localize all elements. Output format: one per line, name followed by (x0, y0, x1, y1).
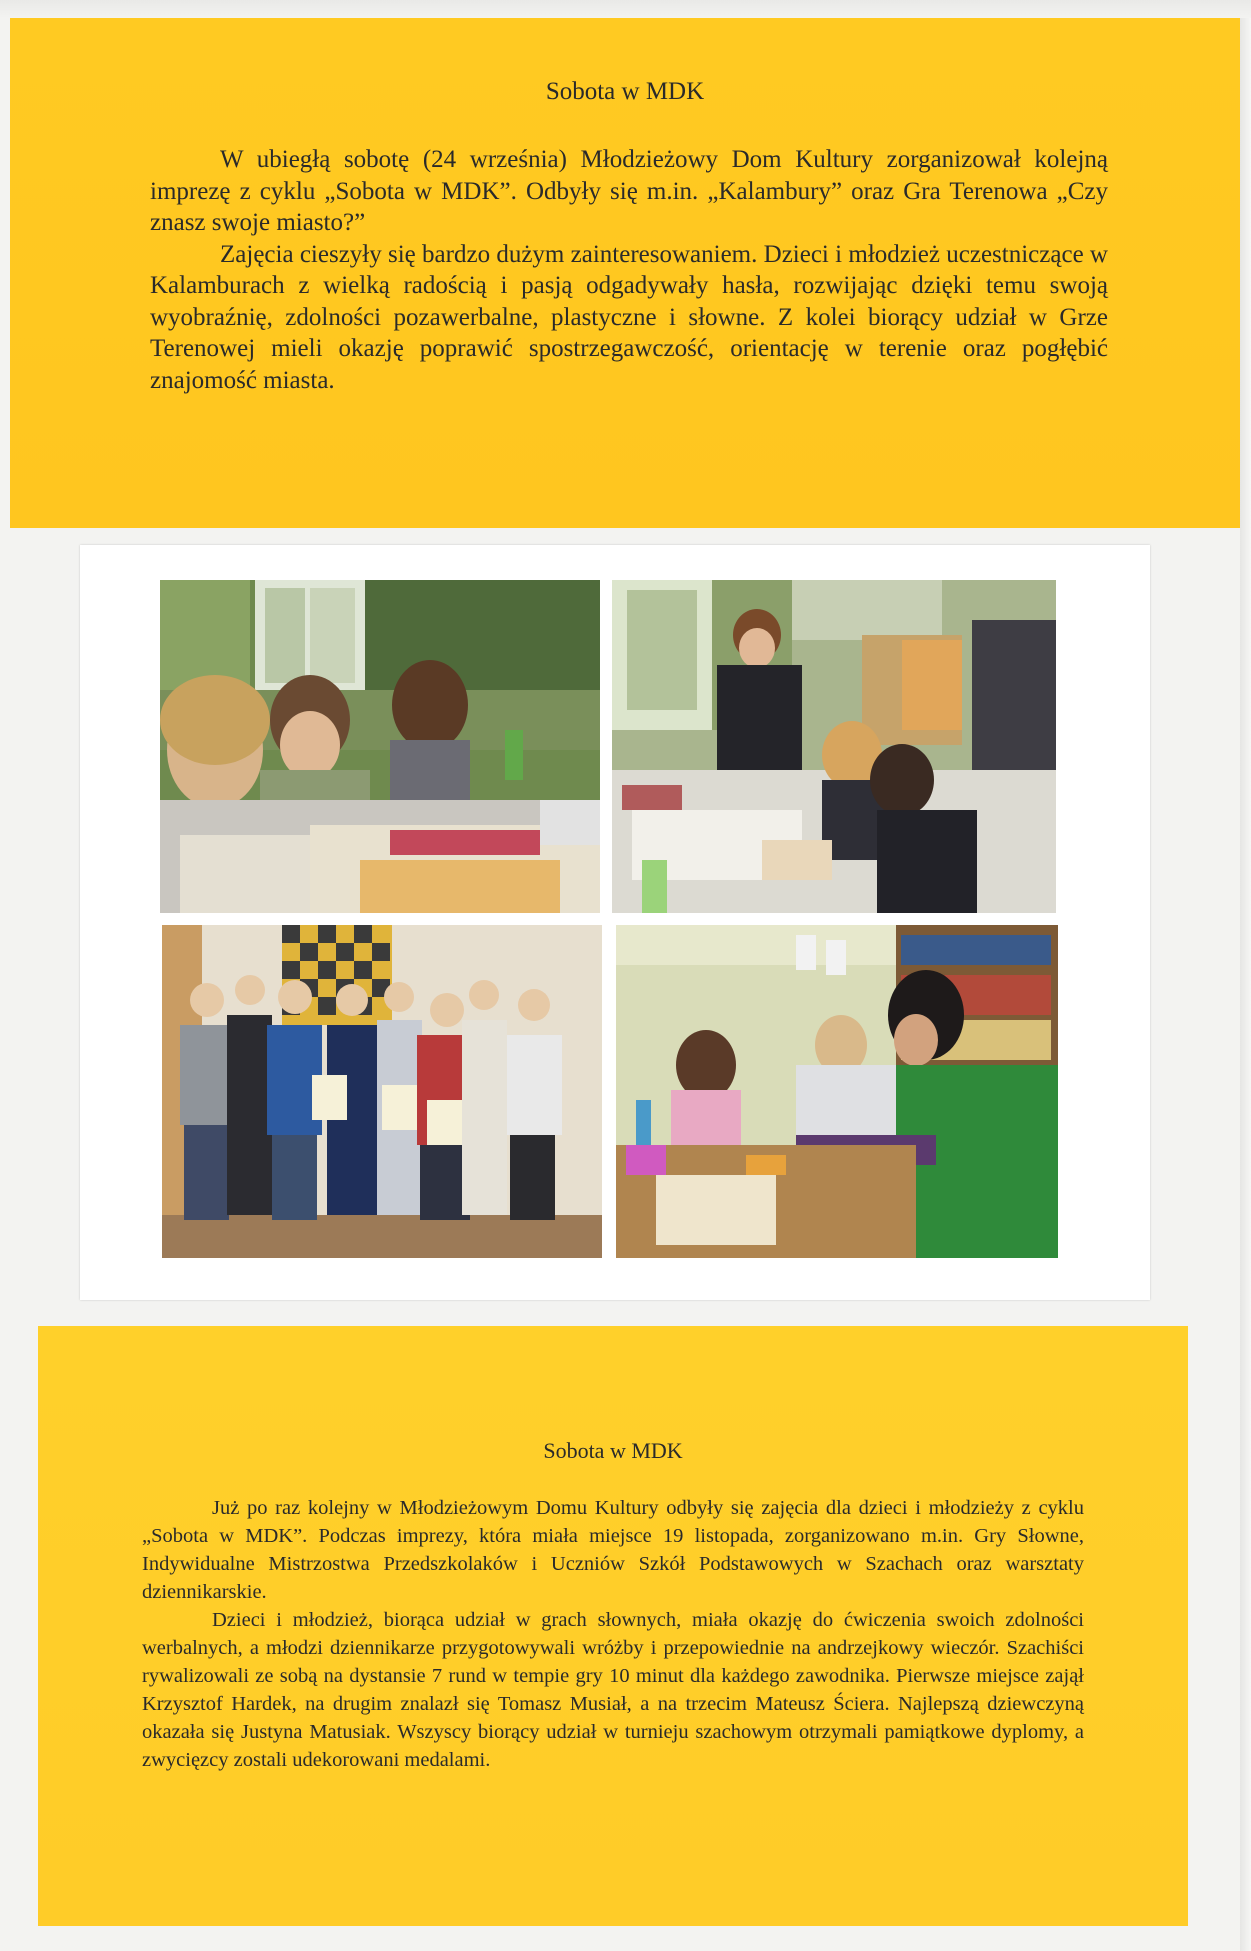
article-top-body (150, 144, 1108, 396)
photo-girls-crafting (616, 925, 1058, 1258)
photo-chess-winners (162, 925, 602, 1258)
photo-teacher-students (612, 580, 1056, 913)
article-top (10, 18, 1240, 528)
article-bottom (38, 1326, 1188, 1926)
photo-collage (80, 545, 1150, 1300)
page-top-edge (0, 0, 1251, 18)
article-top-paragraph-2: Zajęcia cieszyły się bardzo dużym zainteresowaniem. Dzieci i młodzież uczestniczące w Kalamburach z wielką radością i pasją odgadywały hasła, rozwijając dzięki temu swoją wyobraźnię, zdolności pozawerbalne, plastyczne i słowne. Z kolei biorący udział w Grze Terenowej mieli okazję poprawić spostrzegawczość, orientację w terenie oraz pogłębić znajomość miasta. (150, 240, 1108, 394)
article-top-paragraph-1: W ubiegłą sobotę (24 września) Młodzieżowy Dom Kultury zorganizował kolejną imprezę z cyklu „Sobota w MDK”. Odbyły się m.in. „Kalambury” oraz Gra Terenowa „Czy znasz swoje miasto?” (150, 146, 1108, 236)
page-right-edge (1240, 18, 1251, 1951)
article-bottom-body (142, 1494, 1084, 1774)
article-bottom-paragraph-1: Już po raz kolejny w Młodzieżowym Domu Kultury odbyły się zajęcia dla dzieci i młodzieży z cyklu „Sobota w MDK”. Podczas imprezy, która miała miejsce 19 listopada, zorganizowano m.in. Gry Słowne, Indywidualne Mistrzostwa Przedszkolaków i Uczniów Szkół Podstawowych w Szachach oraz warsztaty dziennikarskie. (142, 1497, 1084, 1603)
article-bottom-title: Sobota w MDK (543, 1438, 683, 1463)
article-top-title: Sobota w MDK (545, 78, 705, 105)
photo-kids-drawing (160, 580, 600, 913)
article-bottom-paragraph-2: Dzieci i młodzież, biorąca udział w grach słownych, miała okazję do ćwiczenia swoich zdolności werbalnych, a młodzi dziennikarze przygotowywali wróżby i przepowiednie na andrzejkowy wieczór. Szachiści rywalizowali ze sobą na dystansie 7 rund w tempie gry 10 minut dla każdego zawodnika. Pierwsze miejsce zajął Krzysztof Hardek, na drugim znalazł się Tomasz Musiał, a na trzecim Mateusz Ściera. Najlepszą dziewczyną okazała się Justyna Matusiak. Wszyscy biorący udział w turnieju szachowym otrzymali pamiątkowe dyplomy, a zwycięzcy zostali udekorowani medalami. (142, 1609, 1084, 1771)
